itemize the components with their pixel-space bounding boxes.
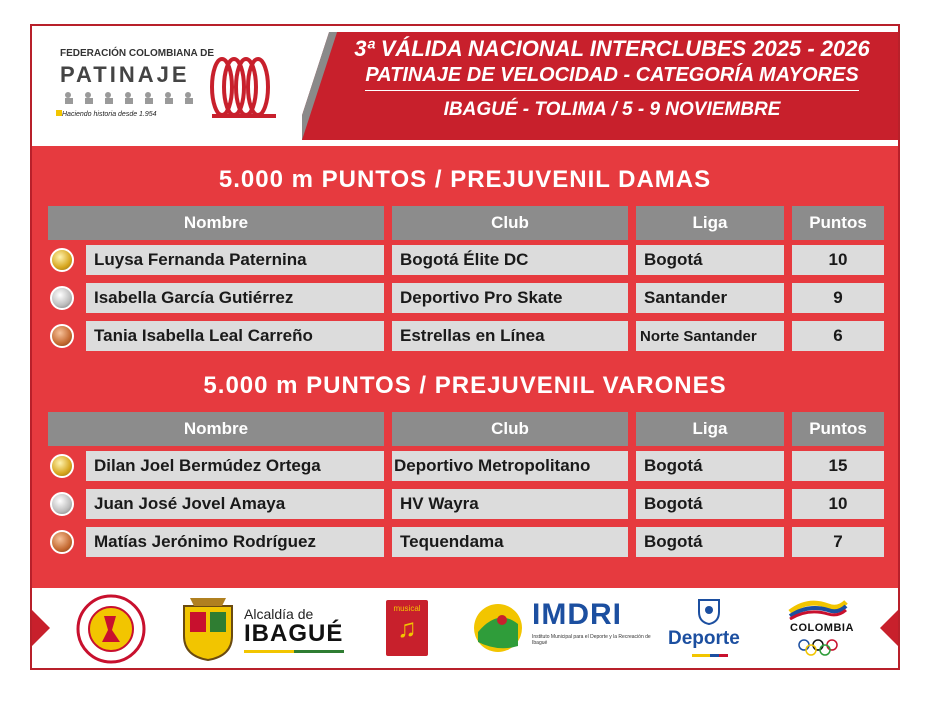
col-header-club: Club [392,412,628,446]
colombia-flag-icon [788,598,848,620]
coat-of-arms-icon [696,596,722,626]
table-row-name: Dilan Joel Bermúdez Ortega [86,451,384,481]
corner-right-icon [880,610,898,646]
table-row-puntos: 6 [792,321,884,351]
skaters-icon [60,90,210,108]
table-row-puntos: 10 [792,489,884,519]
ibague-shield-icon [180,596,236,662]
sponsors-footer [32,588,898,668]
table-row-liga: Norte Santander [636,321,784,351]
liga-tolimense-logo [76,594,146,664]
table-row-club: Deportivo Metropolitano [392,451,628,481]
table-row-liga: Bogotá [636,451,784,481]
org-name: PATINAJE [60,62,190,87]
table-row-club: Deportivo Pro Skate [392,283,628,313]
table-row-club: HV Wayra [392,489,628,519]
bronze-medal-icon [50,530,74,554]
rings-icon [202,52,282,122]
table-row-puntos: 7 [792,527,884,557]
musical-label: musical [393,604,421,613]
col-header-puntos: Puntos [792,206,884,240]
bronze-medal-icon [50,324,74,348]
gold-medal-icon [50,248,74,272]
olympic-rings-icon [796,638,840,656]
table-row-liga: Bogotá [636,245,784,275]
flag-stripe-green [294,650,344,653]
col-header-name: Nombre [48,206,384,240]
table-row-liga: Bogotá [636,489,784,519]
col-header-liga: Liga [636,412,784,446]
table-row-club: Bogotá Élite DC [392,245,628,275]
title-line-1: 3ª VÁLIDA NACIONAL INTERCLUBES 2025 - 2026 [354,36,870,61]
col-header-club: Club [392,206,628,240]
col-header-name: Nombre [48,412,384,446]
results-card [30,24,900,670]
imdri-subtitle: Instituto Municipal para el Deporte y la Recreación de Ibagué [532,634,651,646]
alcaldia-label: Alcaldía de [244,606,314,622]
org-line: FEDERACIÓN COLOMBIANA DE [60,48,215,59]
silver-medal-icon [50,492,74,516]
corner-left-icon [32,610,50,646]
music-note-icon: ♫ [397,613,417,643]
table-row-name: Isabella García Gutiérrez [86,283,384,313]
gold-medal-icon [50,454,74,478]
table-row-name: Matías Jerónimo Rodríguez [86,527,384,557]
org-tagline: Haciendo historia desde 1.954 [62,111,157,118]
table-row-liga: Bogotá [636,527,784,557]
title-line-3: IBAGUÉ - TOLIMA / 5 - 9 NOVIEMBRE [443,99,781,120]
results-area [32,146,898,588]
silver-medal-icon [50,286,74,310]
table-row-puntos: 9 [792,283,884,313]
header [32,26,898,144]
table-row-name: Tania Isabella Leal Carreño [86,321,384,351]
title-line-2: PATINAJE DE VELOCIDAD - CATEGORÍA MAYORES [365,62,858,91]
table-row-name: Luysa Fernanda Paternina [86,245,384,275]
col-header-liga: Liga [636,206,784,240]
imdri-logo-icon [472,602,524,654]
table-row-club: Estrellas en Línea [392,321,628,351]
table-row-club: Tequendama [392,527,628,557]
flag-stripe-yellow [244,650,294,653]
table-row-puntos: 15 [792,451,884,481]
table-row-puntos: 10 [792,245,884,275]
imdri-label: IMDRI [532,598,622,631]
musical-logo [386,600,428,656]
colombia-label: COLOMBIA [790,622,854,634]
col-header-puntos: Puntos [792,412,884,446]
table-row-liga: Santander [636,283,784,313]
section-title-damas: 5.000 m PUNTOS / PREJUVENIL DAMAS [218,166,712,193]
section-title-varones: 5.000 m PUNTOS / PREJUVENIL VARONES [203,372,727,399]
ibague-label: IBAGUÉ [244,620,344,647]
federation-logo [32,26,302,144]
deporte-label: Deporte [668,628,740,649]
event-title [332,36,892,125]
table-row-name: Juan José Jovel Amaya [86,489,384,519]
deporte-flag-stripe [692,654,728,657]
